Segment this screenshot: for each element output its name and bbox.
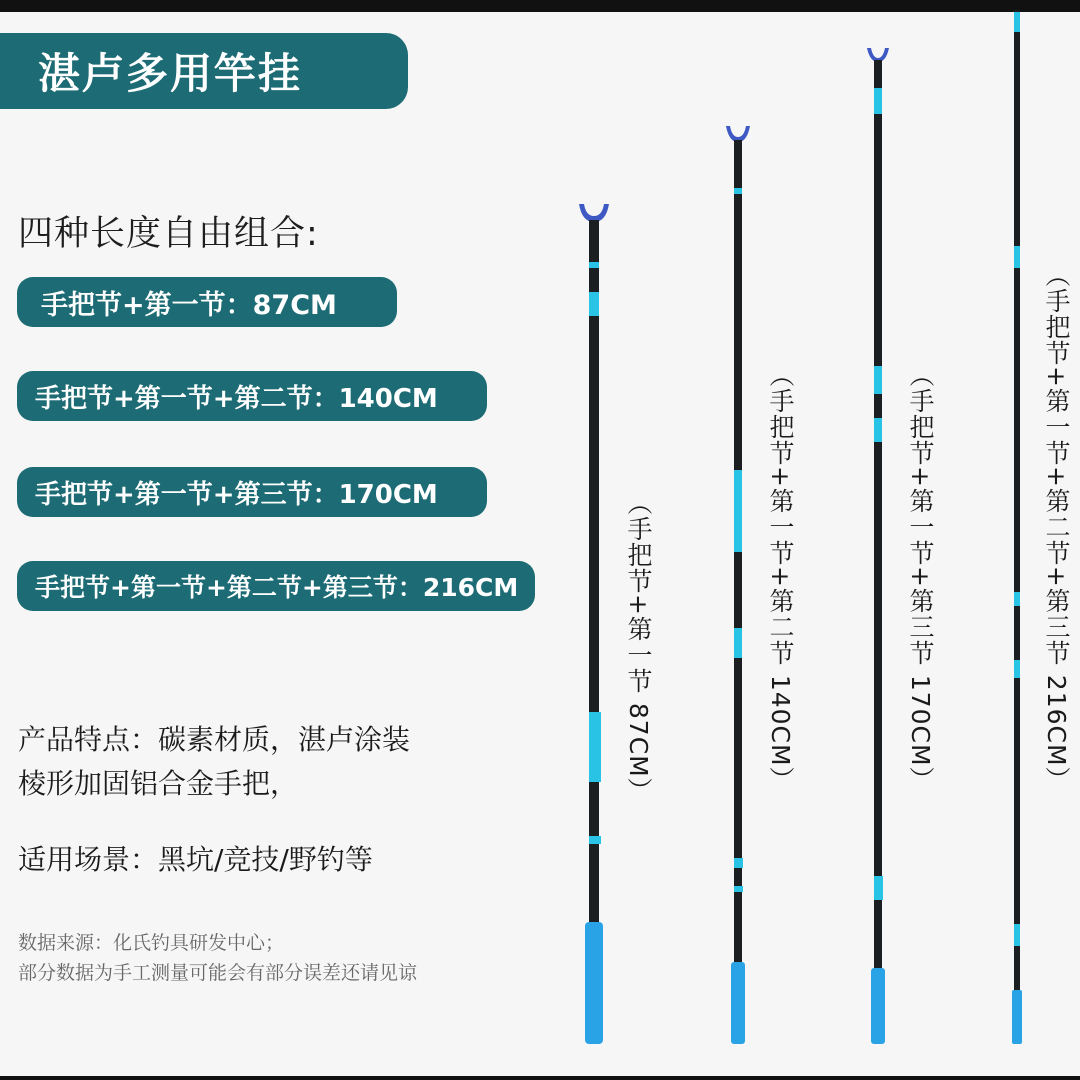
rod-140cm [726, 126, 750, 1044]
rod-ring [589, 712, 601, 782]
rod-ring [1014, 924, 1020, 946]
rod-ring [589, 836, 601, 844]
data-source-note: 数据来源：化氏钓具研发中心； [18, 932, 285, 954]
combo-text: 手把节+第一节+第三节：170CM [35, 479, 438, 510]
rod-216cm [1012, 10, 1022, 1044]
rod-label-87cm: （手把节+第一节 87CM） [624, 490, 653, 804]
rod-ring [734, 470, 742, 552]
measurement-disclaimer: 部分数据为手工测量可能会有部分误差还请见谅 [18, 962, 418, 984]
rod-label-140cm: （手把节+第一节+第二节 140CM） [766, 362, 795, 793]
feature-scenes: 适用场景：黑坑/竞技/野钓等 [18, 843, 373, 876]
rod-blank [1014, 10, 1020, 990]
rod-170cm [867, 48, 889, 1044]
rod-ring [1014, 246, 1020, 268]
rod-handle [585, 922, 603, 1044]
feature-material: 产品特点：碳素材质，湛卢涂装 [18, 723, 411, 756]
rod-holder-icon [726, 126, 750, 142]
rod-ring [1014, 660, 1020, 678]
rod-ring [589, 262, 599, 268]
rod-label-216cm: （手把节+第一节+第二节+第三节 216CM） [1042, 262, 1071, 793]
rod-handle [871, 968, 885, 1044]
rod-holder-icon [867, 48, 889, 62]
feature-handle: 棱形加固铝合金手把， [18, 767, 299, 800]
rod-holder-icon [579, 204, 609, 222]
rod-ring [734, 188, 742, 194]
combo-text: 手把节+第一节+第二节+第三节：216CM [35, 573, 519, 602]
rod-handle [731, 962, 745, 1044]
rod-ring [874, 88, 882, 114]
rod-ring [1014, 592, 1020, 606]
rod-ring [734, 886, 743, 892]
rod-ring [874, 366, 882, 394]
combo-text: 手把节+第一节+第二节：140CM [35, 383, 438, 414]
rod-blank [874, 60, 882, 968]
rod-87cm [579, 204, 609, 1044]
rod-ring [1014, 12, 1020, 32]
rod-ring [589, 292, 599, 316]
rod-ring [874, 418, 882, 442]
subtitle: 四种长度自由组合: [18, 214, 319, 254]
bottom-border [0, 1076, 1080, 1080]
page-title-text: 湛卢多用竿挂 [38, 49, 303, 98]
combo-text: 手把节+第一节：87CM [41, 289, 337, 321]
rod-ring [734, 628, 742, 658]
rod-label-170cm: （手把节+第一节+第三节 170CM） [906, 362, 935, 793]
rod-ring [874, 876, 883, 900]
rod-handle [1012, 990, 1022, 1044]
rod-blank [589, 220, 599, 922]
rod-ring [734, 858, 743, 868]
